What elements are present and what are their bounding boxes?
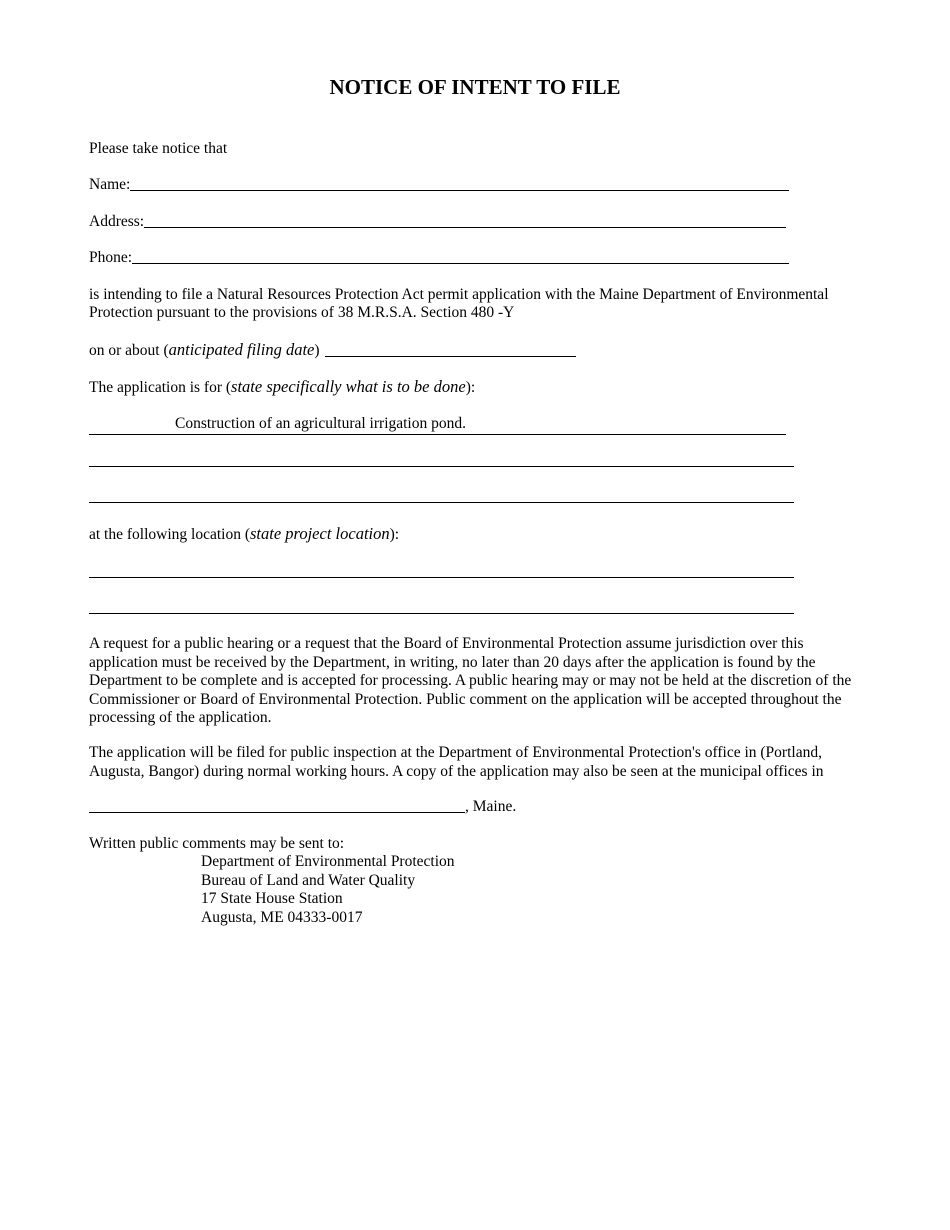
name-field-row [89,176,789,195]
name-label: Name: [89,176,131,193]
intro-text: Please take notice that [89,140,228,157]
address-label: Address: [89,213,145,230]
page-title: NOTICE OF INTENT TO FILE [329,75,621,99]
address-line: Augusta, ME 04333-0017 [201,908,363,926]
location-suffix: ): [389,526,400,543]
application-for-extra-line-2[interactable] [89,502,794,503]
application-for-hint: state specifically what is to be done [231,377,466,396]
hearing-paragraph [89,635,869,728]
inspection-line: The application will be filed for public inspection at the Department of Environmental Protection's office in (Portland, [89,744,822,761]
location-prefix: at the following location ( [89,526,250,543]
filing-date-row [89,341,576,361]
intent-text-line-2: Protection pursuant to the provisions of 38 M.R.S.A. Section 480 -Y [89,304,515,321]
address-line: Department of Environmental Protection [201,853,455,870]
phone-label: Phone: [89,249,133,266]
application-for-label [89,378,475,398]
mailing-address [201,853,455,927]
application-for-prefix: The application is for ( [89,379,232,396]
location-input-line-2[interactable] [89,613,794,614]
municipality-input-line[interactable] [89,812,465,813]
address-line: Bureau of Land and Water Quality [201,871,416,889]
application-for-lead-line [89,418,175,435]
hearing-line: processing of the application. [89,709,272,726]
name-input-line[interactable] [130,190,789,191]
filing-date-prefix: on or about ( [89,342,169,359]
filing-date-hint: anticipated filing date [168,340,315,359]
inspection-line: Augusta, Bangor) during normal working hours. A copy of the application may also be seen at the municipal offices in [89,762,824,780]
municipality-suffix: , Maine. [465,798,517,815]
hearing-line: A request for a public hearing or a request that the Board of Environmental Protection assume jurisdiction over this [89,635,804,652]
address-line: 17 State House Station [201,890,343,907]
hearing-line: Commissioner or Board of Environmental Protection. Public comment on the application will be accepted throughout the [89,690,842,708]
location-hint: state project location [250,524,390,543]
phone-field-row [89,249,789,268]
filing-date-input-line[interactable] [325,356,576,357]
inspection-paragraph [89,744,869,781]
hearing-line: application must be received by the Department, in writing, no later than 20 days after the application is found by the [89,653,816,671]
address-input-line[interactable] [144,227,786,228]
location-input-line-1[interactable] [89,577,794,578]
application-for-extra-line-1[interactable] [89,466,794,467]
application-for-input[interactable] [89,415,786,435]
application-for-value: Construction of an agricultural irrigation pond. [175,415,466,435]
filing-date-suffix: ) [314,342,320,359]
application-for-trail-line [466,418,786,435]
address-field-row [89,213,786,232]
comments-label: Written public comments may be sent to: [89,835,345,852]
application-for-suffix: ): [465,379,476,396]
location-label [89,525,399,545]
intent-text-line-1: is intending to file a Natural Resources Protection Act permit application with the Maine Department of Environmental [89,286,829,303]
phone-input-line[interactable] [132,263,789,264]
municipality-row [89,798,516,817]
hearing-line: Department to be complete and is accepted for processing. A public hearing may or may not be held at the discretion of the [89,672,852,689]
